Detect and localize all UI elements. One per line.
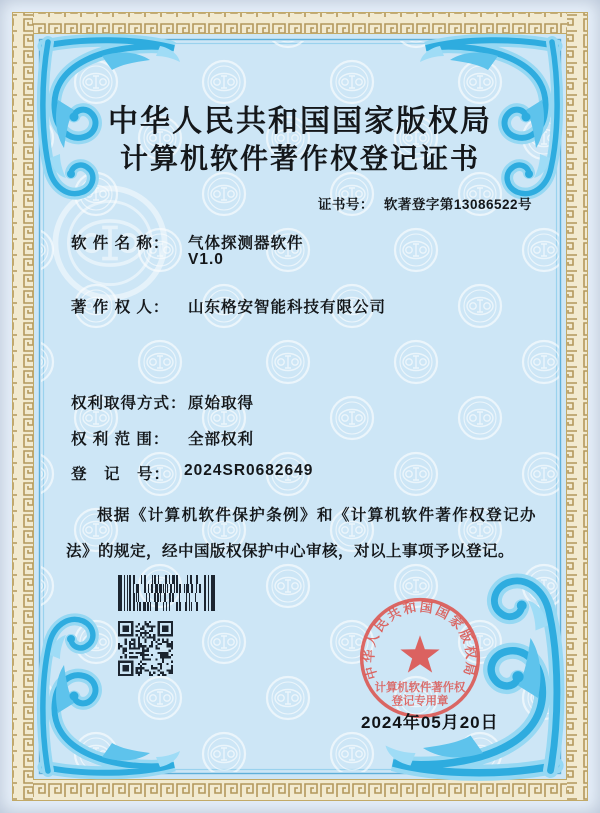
seal-line2: 登记专用章 [391,695,449,708]
rights-scope-value: 全部权利 [188,431,255,448]
registration-number-label: 登 记 号： [71,466,171,483]
qr-code-icon [118,621,173,676]
copyright-owner-value: 山东格安智能科技有限公司 [188,299,387,316]
certificate-number-value: 软著登字第13086522号 [383,197,532,212]
software-name-label: 软 件 名 称： [71,235,170,252]
official-seal [356,594,484,722]
software-version-value: V1.0 [188,251,224,268]
software-name-value: 气体探测器软件 [188,235,304,252]
copyright-owner-label: 著 作 权 人： [71,299,170,316]
registration-date: 2024年05月20日 [361,713,499,732]
acquisition-method-label: 权利取得方式： [71,395,187,412]
rights-scope-label: 权 利 范 围： [71,431,170,448]
certificate-number-label: 证书号： [317,197,374,212]
barcode-icon [118,575,215,611]
acquisition-method-value: 原始取得 [188,395,255,412]
certificate-number [318,193,532,213]
registration-number-value: 2024SR0682649 [184,462,314,479]
seal-ring-text: 中华人民共和国国家版权局 [361,599,479,682]
registration-statement: 根据《计算机软件保护条例》和《计算机软件著作权登记办法》的规定，经中国版权保护中心审核，对以上事项予以登记。 [66,507,536,560]
certificate-title: 计算机软件著作权登记证书 [119,144,480,175]
seal-star-icon [400,635,439,672]
issuer-title: 中华人民共和国国家版权局 [108,105,492,138]
seal-line1: 计算机软件著作权 [374,682,466,695]
